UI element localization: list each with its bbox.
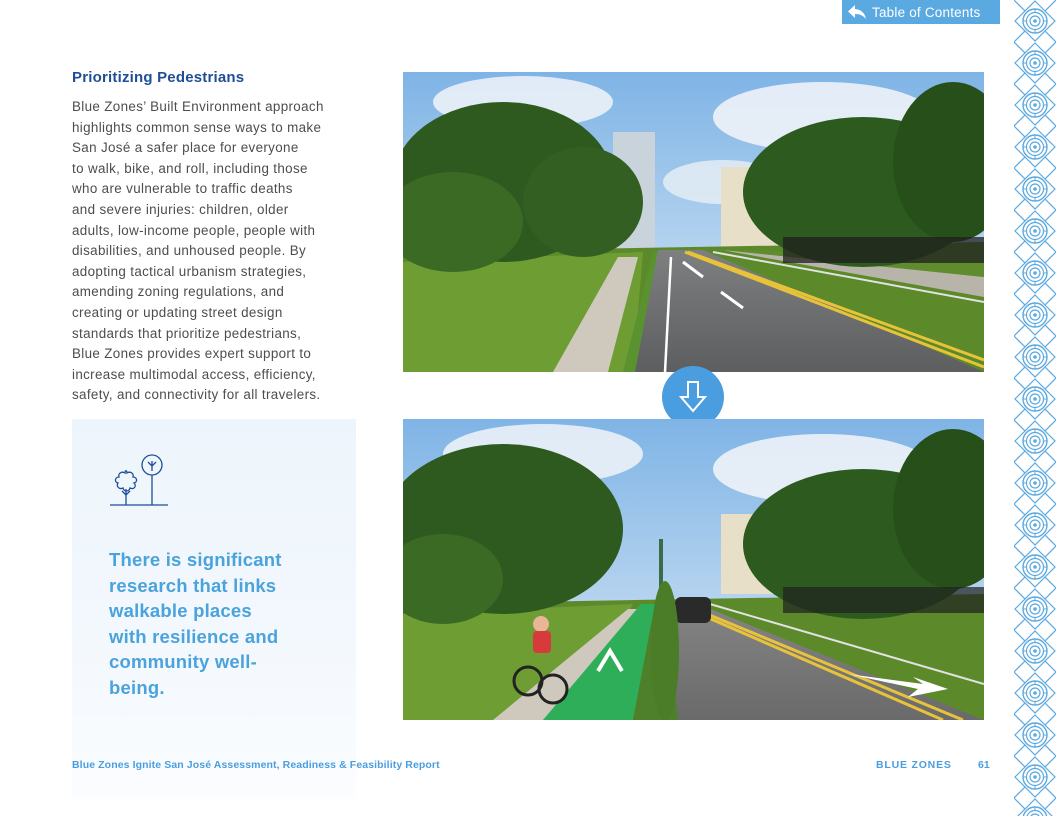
body-line: adults, low-income people, people with (72, 222, 316, 238)
callout-line: There is significant (109, 549, 282, 570)
body-line: Blue Zones’ Built Environment approach (72, 99, 324, 114)
callout-line: being. (109, 676, 165, 698)
callout-line: walkable places (109, 600, 252, 621)
footer-brand: BLUE ZONES (876, 759, 952, 771)
page-number: 61 (978, 759, 990, 771)
body-line: amending zoning regulations, and (72, 284, 285, 300)
section-heading: Prioritizing Pedestrians (72, 69, 245, 86)
street-after-photo (403, 419, 984, 720)
body-line: highlights common sense ways to make (72, 119, 322, 135)
decorative-pattern-border (1014, 0, 1056, 816)
trees-icon (108, 449, 170, 511)
body-line: Blue Zones provides expert support to (72, 346, 312, 362)
body-line: San José a safer place for everyone (72, 140, 299, 156)
body-line: standards that prioritize pedestrians, (72, 325, 302, 341)
table-of-contents-button[interactable] (842, 0, 1000, 24)
footer-report-title: Blue Zones Ignite San José Assessment, Readiness & Feasibility Report (72, 759, 440, 771)
table-of-contents-label: Table of Contents (872, 4, 981, 20)
body-line: and severe injuries: children, older (72, 201, 289, 217)
callout-text (109, 547, 309, 700)
callout-line: with resilience and (109, 625, 279, 647)
section-body (72, 97, 362, 406)
body-line: creating or updating street design (72, 304, 283, 320)
street-before-photo (403, 72, 984, 372)
body-line: safety, and connectivity for all travelers. (72, 387, 321, 403)
back-arrow-icon (842, 0, 872, 24)
callout-line: community well- (109, 651, 257, 672)
callout-line: research that links (109, 574, 277, 596)
body-line: disabilities, and unhoused people. By (72, 243, 307, 259)
body-line: to walk, bike, and roll, including those (72, 160, 308, 176)
body-line: adopting tactical urbanism strategies, (72, 263, 307, 279)
body-line: increase multimodal access, efficiency, (72, 366, 316, 382)
body-line: who are vulnerable to traffic deaths (72, 181, 293, 197)
callout-box (72, 419, 356, 799)
